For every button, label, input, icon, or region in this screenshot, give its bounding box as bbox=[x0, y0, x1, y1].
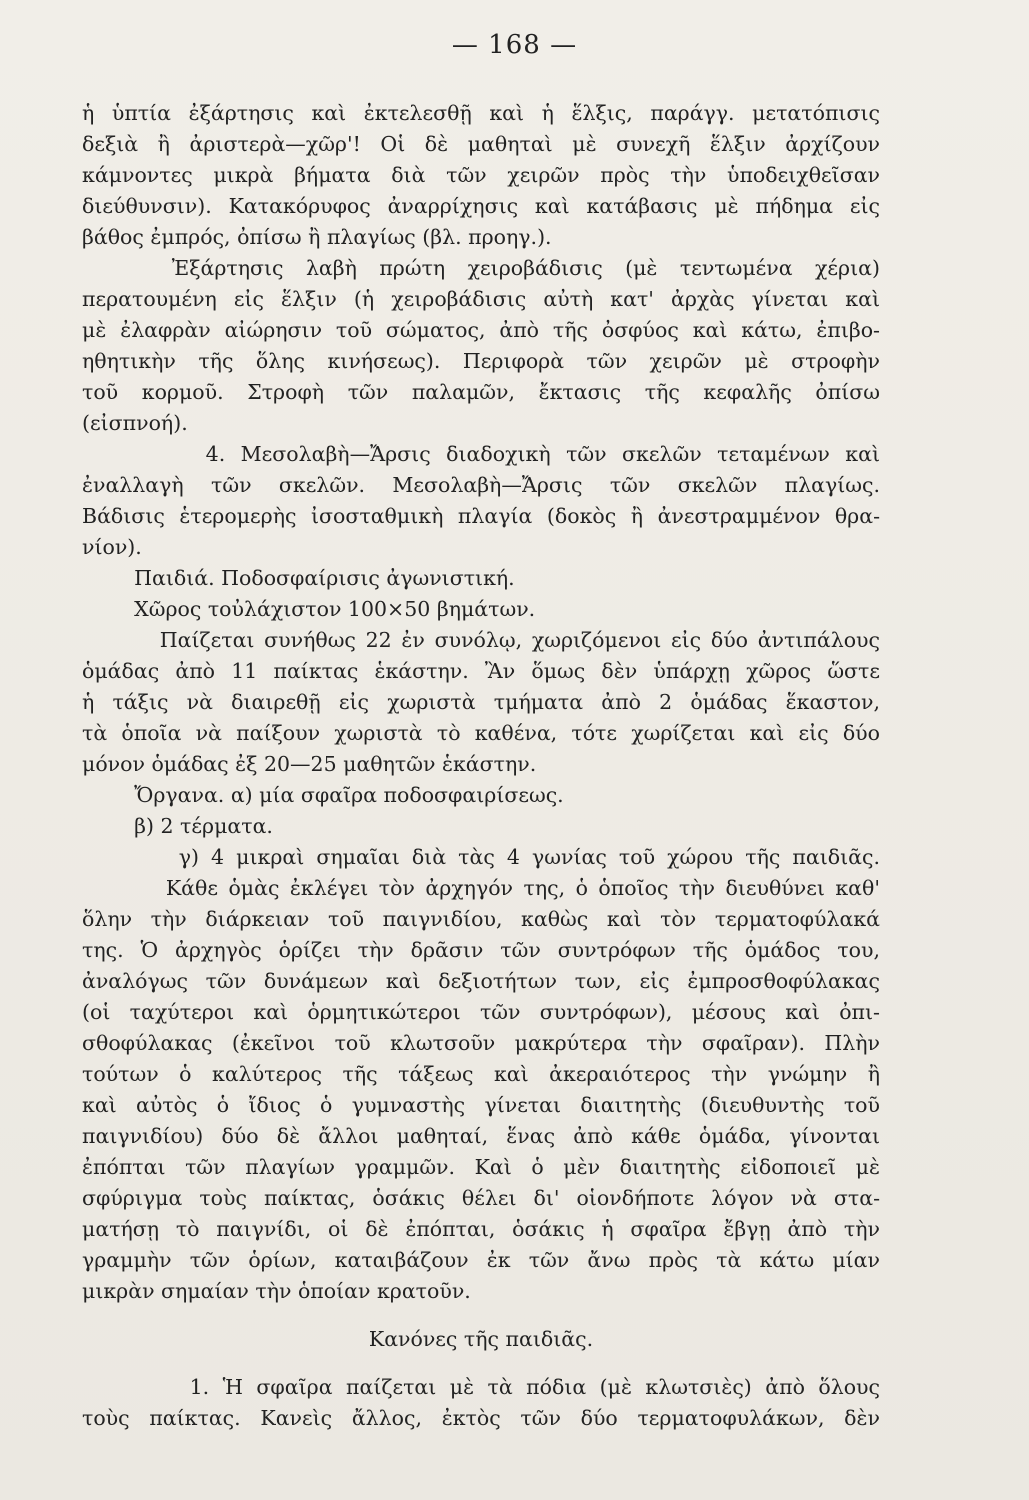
text-line: γραμμὴν τῶν ὁρίων, καταιβάζουν ἐκ τῶν ἄνω πρὸς τὰ κάτω μίαν bbox=[82, 1248, 880, 1272]
page-number: — 168 — bbox=[451, 30, 578, 60]
text-line: 4. Μεσολαβὴ—Ἄρσις διαδοχικὴ τῶν σκελῶν τεταμένων καὶ bbox=[82, 442, 880, 466]
rule-line: τοὺς παίκτας. Κανεὶς ἄλλος, ἐκτὸς τῶν δύο τερματοφυλάκων, δὲν bbox=[82, 1406, 880, 1430]
text-line: β) 2 τέρματα. bbox=[82, 814, 273, 838]
text-line: περατουμένη εἰς ἕλξιν (ἡ χειροβάδισις αὐτὴ κατ' ἀρχὰς γίνεται καὶ bbox=[82, 287, 880, 311]
section-gap bbox=[82, 1355, 880, 1372]
text-line: ηθητικὴν τῆς ὅλης κινήσεως). Περιφορὰ τῶν χειρῶν μὲ στροφὴν bbox=[82, 349, 880, 373]
text-line: τοῦ κορμοῦ. Στροφὴ τῶν παλαμῶν, ἔκτασις τῆς κεφαλῆς ὀπίσω bbox=[82, 380, 880, 404]
section-heading: Κανόνες τῆς παιδιᾶς. bbox=[368, 1327, 594, 1351]
section-gap bbox=[82, 1307, 880, 1324]
text-line: ματήσῃ τὸ παιγνίδι, οἱ δὲ ἐπόπται, ὁσάκις ἡ σφαῖρα ἔβγῃ ἀπὸ τὴν bbox=[82, 1217, 880, 1241]
text-line: βάθος ἐμπρός, ὀπίσω ἢ πλαγίως (βλ. προηγ.). bbox=[82, 225, 552, 249]
text-line: τὰ ὁποῖα νὰ παίξουν χωριστὰ τὸ καθένα, τότε χωρίζεται καὶ εἰς δύο bbox=[82, 721, 880, 745]
text-line: Ὄργανα. α) μία σφαῖρα ποδοσφαιρίσεως. bbox=[82, 783, 564, 807]
text-line: κάμνοντες μικρὰ βήματα διὰ τῶν χειρῶν πρὸς τὴν ὑποδειχθεῖσαν bbox=[82, 163, 880, 187]
text-line: Χῶρος τοὐλάχιστον 100×50 βημάτων. bbox=[82, 597, 536, 621]
text-line: τούτων ὁ καλύτερος τῆς τάξεως καὶ ἀκεραιότερος τὴν γνώμην ἢ bbox=[82, 1062, 880, 1086]
text-line: ἡ τάξις νὰ διαιρεθῇ εἰς χωριστὰ τμήματα ἀπὸ 2 ὁμάδας ἕκαστον, bbox=[82, 690, 880, 714]
text-line: γ) 4 μικραὶ σημαῖαι διὰ τὰς 4 γωνίας τοῦ χώρου τῆς παιδιᾶς. bbox=[82, 845, 880, 869]
text-line: μὲ ἐλαφρὰν αἰώρησιν τοῦ σώματος, ἀπὸ τῆς ὀσφύος καὶ κάτω, ἐπιβο- bbox=[82, 318, 880, 342]
text-line: (οἱ ταχύτεροι καὶ ὁρμητικώτεροι τῶν συντρόφων), μέσους καὶ ὀπι- bbox=[82, 1000, 880, 1024]
text-line: μικρὰν σημαίαν τὴν ὁποίαν κρατοῦν. bbox=[82, 1279, 471, 1303]
text-line: παιγνιδίου) δύο δὲ ἄλλοι μαθηταί, ἕνας ἀπὸ κάθε ὁμάδα, γίνονται bbox=[82, 1124, 880, 1148]
text-line: Παίζεται συνήθως 22 ἐν συνόλῳ, χωριζόμενοι εἰς δύο ἀντιπάλους bbox=[82, 628, 880, 652]
text-line: Βάδισις ἑτερομερὴς ἰσοσταθμικὴ πλαγία (δοκὸς ἢ ἀνεστραμμένον θρα- bbox=[82, 504, 880, 528]
text-line: Ἐξάρτησις λαβὴ πρώτη χειροβάδισις (μὲ τεντωμένα χέρια) bbox=[82, 256, 880, 280]
rule-line: 1. Ἡ σφαῖρα παίζεται μὲ τὰ πόδια (μὲ κλωτσιὲς) ἀπὸ ὅλους bbox=[82, 1375, 880, 1399]
text-line: σθοφύλακας (ἐκεῖνοι τοῦ κλωτσοῦν μακρύτερα τὴν σφαῖραν). Πλὴν bbox=[82, 1031, 880, 1055]
text-line: ἡ ὑπτία ἐξάρτησις καὶ ἐκτελεσθῇ καὶ ἡ ἕλξις, παράγγ. μετατόπισις bbox=[82, 101, 880, 125]
text-line: καὶ αὐτὸς ὁ ἴδιος ὁ γυμναστὴς γίνεται διαιτητὴς (διευθυντὴς τοῦ bbox=[82, 1093, 880, 1117]
text-line: ἀναλόγως τῶν δυνάμεων καὶ δεξιοτήτων των, εἰς ἐμπροσθοφύλακας bbox=[82, 969, 880, 993]
body-text bbox=[82, 98, 880, 1434]
text-line: νίον). bbox=[82, 535, 142, 559]
text-line: της. Ὁ ἀρχηγὸς ὁρίζει τὴν δρᾶσιν τῶν συντρόφων τῆς ὁμάδος του, bbox=[82, 938, 880, 962]
text-line: μόνον ὁμάδας ἐξ 20—25 μαθητῶν ἑκάστην. bbox=[82, 752, 537, 776]
text-line: σφύριγμα τοὺς παίκτας, ὁσάκις θέλει δι' οἱονδήποτε λόγον νὰ στα- bbox=[82, 1186, 880, 1210]
text-line: ὅλην τὴν διάρκειαν τοῦ παιγνιδίου, καθὼς καὶ τὸν τερματοφύλακά bbox=[82, 907, 880, 931]
text-line: ὁμάδας ἀπὸ 11 παίκτας ἑκάστην. Ἂν ὅμως δὲν ὑπάρχῃ χῶρος ὥστε bbox=[82, 659, 880, 683]
text-line: ἐπόπται τῶν πλαγίων γραμμῶν. Καὶ ὁ μὲν διαιτητὴς εἰδοποιεῖ μὲ bbox=[82, 1155, 880, 1179]
text-line: δεξιὰ ἢ ἀριστερὰ—χῶρ'! Οἱ δὲ μαθηταὶ μὲ συνεχῆ ἕλξιν ἀρχίζουν bbox=[82, 132, 880, 156]
text-line: (εἰσπνοή). bbox=[82, 411, 188, 435]
text-line: διεύθυνσιν). Κατακόρυφος ἀναρρίχησις καὶ κατάβασις μὲ πήδημα εἰς bbox=[82, 194, 880, 218]
text-line: Κάθε ὁμὰς ἐκλέγει τὸν ἀρχηγόν της, ὁ ὁποῖος τὴν διευθύνει καθ' bbox=[82, 876, 880, 900]
text-line: ἐναλλαγὴ τῶν σκελῶν. Μεσολαβὴ—Ἄρσις τῶν σκελῶν πλαγίως. bbox=[82, 473, 880, 497]
text-line: Παιδιά. Ποδοσφαίρισις ἀγωνιστική. bbox=[82, 566, 515, 590]
